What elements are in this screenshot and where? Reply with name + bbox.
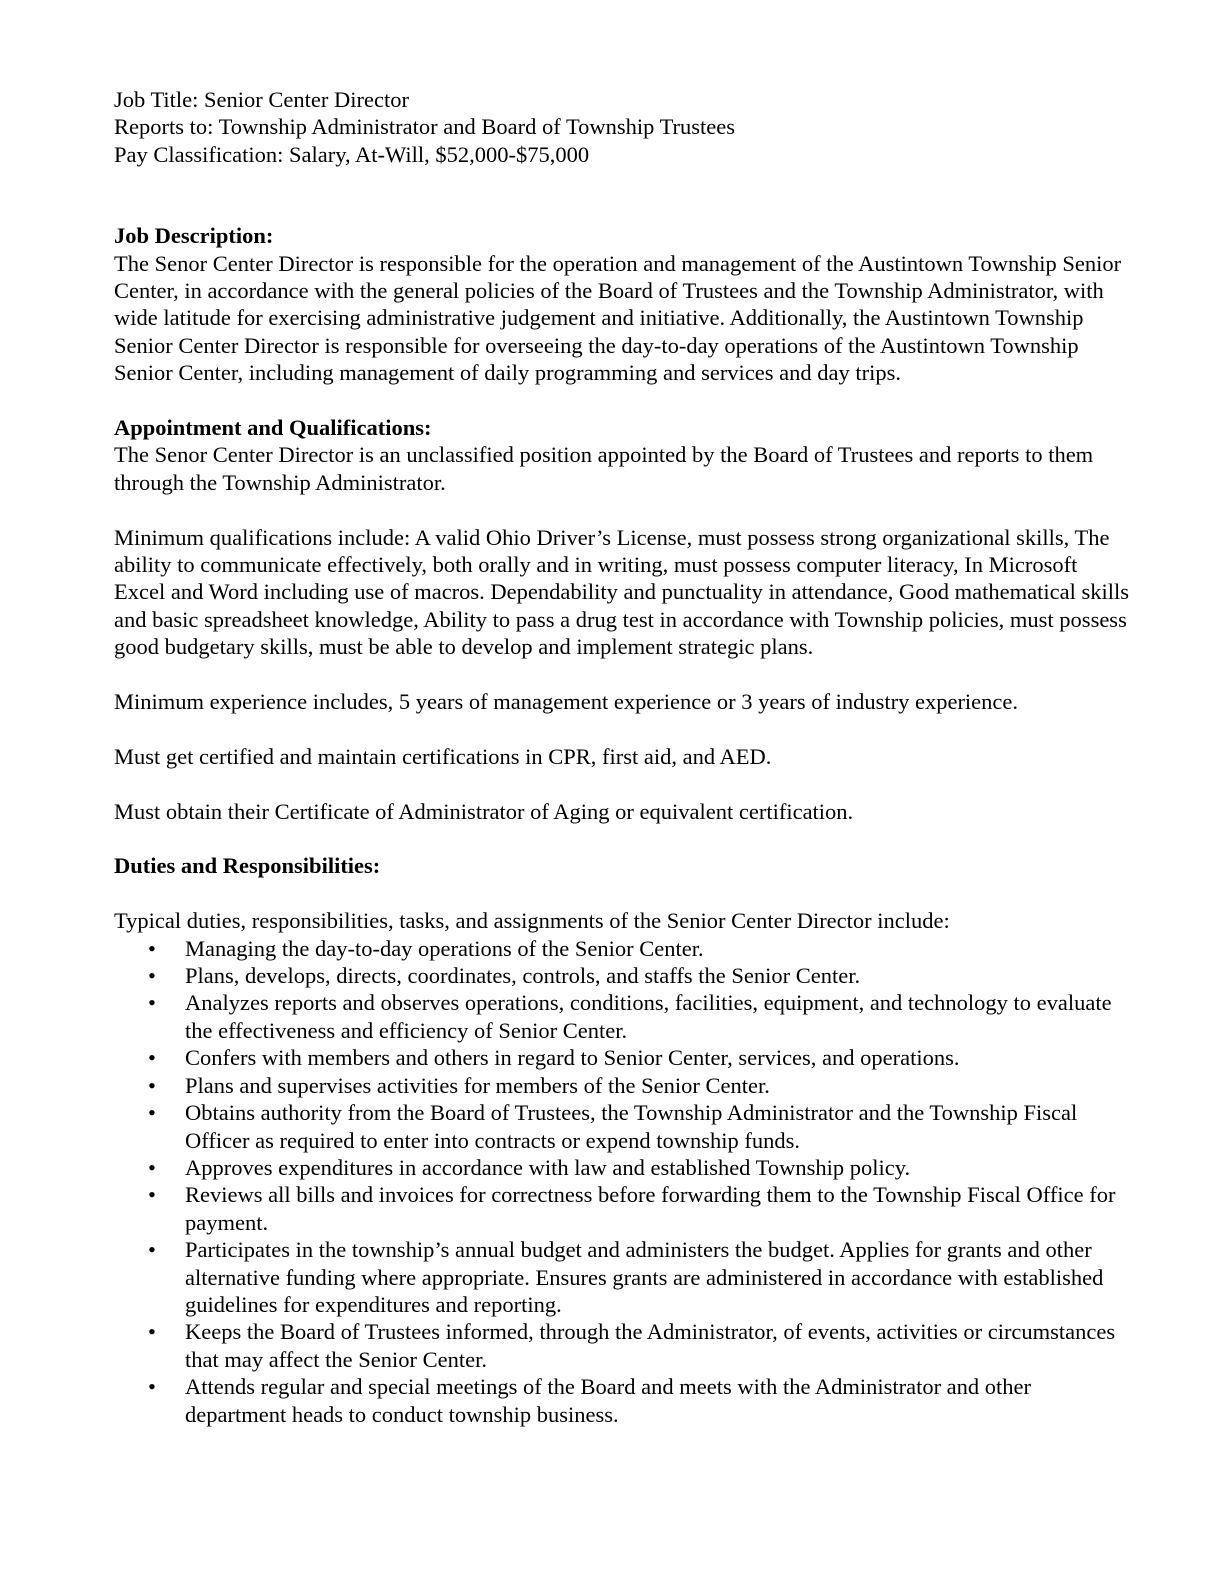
spacer	[114, 825, 1134, 852]
spacer	[114, 715, 1134, 742]
list-item	[114, 1072, 1134, 1099]
spacer	[114, 770, 1134, 797]
appointment-body: The Senor Center Director is an unclassified position appointed by the Board of Trustees and reports to them through the Township Administrator.	[114, 442, 1094, 495]
list-item	[114, 989, 1134, 1044]
list-item-text: Confers with members and others in regard to Senior Center, services, and operations.	[185, 1045, 960, 1071]
list-item-text: Attends regular and special meetings of the Board and meets with the Administrator and other department heads to conduct township business.	[185, 1374, 1032, 1427]
bullet-icon: •	[148, 1182, 156, 1208]
duties-intro: Typical duties, responsibilities, tasks, and assignments of the Senior Center Director include:	[114, 908, 950, 934]
bullet-icon: •	[148, 1072, 156, 1098]
list-item	[114, 1044, 1134, 1071]
list-item	[114, 1318, 1134, 1373]
spacer	[114, 880, 1134, 907]
list-item-text: Keeps the Board of Trustees informed, through the Administrator, of events, activities or circumstances that may affect the Senior Center.	[185, 1319, 1116, 1372]
duties-heading: Duties and Responsibilities:	[114, 853, 381, 879]
list-item-text: Plans and supervises activities for members of the Senior Center.	[185, 1072, 770, 1098]
list-item	[114, 1154, 1134, 1181]
list-item	[114, 1099, 1134, 1154]
appointment-heading: Appointment and Qualifications:	[114, 415, 432, 441]
appointment-section	[114, 414, 1134, 825]
list-item-text: Analyzes reports and observes operations, conditions, facilities, equipment, and technology to evaluate the effectiveness and efficiency of Senior Center.	[185, 990, 1112, 1043]
list-item-text: Plans, develops, directs, coordinates, controls, and staffs the Senior Center.	[185, 963, 861, 989]
job-description-body: The Senor Center Director is responsible for the operation and management of the Austintown Township Senior Center, in accordance with the general policies of the Board of Trustees and the Township Administrator, with wide latitude for exercising administrative judgement and initiative. Additionally, the Austintown Township Senior Center Director is responsible for overseeing the day-to-day operations of the Austintown Township Senior Center, including management of daily programming and services and day trips.	[114, 250, 1122, 386]
bullet-icon: •	[148, 1045, 156, 1071]
aging-certificate-requirement: Must obtain their Certificate of Administrator of Aging or equivalent certification.	[114, 798, 854, 824]
certifications-requirement: Must get certified and maintain certifications in CPR, first aid, and AED.	[114, 743, 772, 769]
list-item-text: Managing the day-to-day operations of the Senior Center.	[185, 935, 704, 961]
spacer	[114, 387, 1134, 414]
bullet-icon: •	[148, 1374, 156, 1400]
pay-classification: Pay Classification: Salary, At-Will, $52,000-$75,000	[114, 141, 590, 167]
bullet-icon: •	[148, 990, 156, 1016]
duties-section	[114, 852, 1134, 1428]
list-item-text: Reviews all bills and invoices for correctness before forwarding them to the Township Fiscal Office for payment.	[185, 1182, 1116, 1235]
job-description-section	[114, 222, 1134, 386]
list-item	[114, 1373, 1134, 1428]
list-item	[114, 935, 1134, 962]
list-item-text: Approves expenditures in accordance with law and established Township policy.	[185, 1154, 911, 1180]
spacer	[114, 661, 1134, 688]
job-description-heading: Job Description:	[114, 223, 274, 249]
list-item-text: Obtains authority from the Board of Trustees, the Township Administrator and the Township Fiscal Officer as required to enter into contracts or expend township funds.	[185, 1100, 1078, 1153]
bullet-icon: •	[148, 1100, 156, 1126]
minimum-qualifications: Minimum qualifications include: A valid Ohio Driver’s License, must possess strong organizational skills, The ability to communicate effectively, both orally and in writing, must possess computer literacy, In Microsoft Excel and Word including use of macros. Dependability and punctuality in attendance, Good mathematical skills and basic spreadsheet knowledge, Ability to pass a drug test in accordance with Township policies, must possess good budgetary skills, must be able to develop and implement strategic plans.	[114, 524, 1129, 660]
job-title: Job Title: Senior Center Director	[114, 87, 409, 112]
list-item	[114, 962, 1134, 989]
list-item	[114, 1236, 1134, 1318]
bullet-icon: •	[148, 1154, 156, 1180]
document-page	[114, 86, 1134, 1428]
spacer	[114, 168, 1134, 222]
bullet-icon: •	[148, 935, 156, 961]
spacer	[114, 496, 1134, 523]
header-block	[114, 86, 1134, 168]
bullet-icon: •	[148, 1319, 156, 1345]
minimum-experience: Minimum experience includes, 5 years of management experience or 3 years of industry experience.	[114, 689, 1019, 715]
bullet-icon: •	[148, 1237, 156, 1263]
list-item-text: Participates in the township’s annual budget and administers the budget. Applies for grants and other alternative funding where appropriate. Ensures grants are administered in accordance with established guidelines for expenditures and reporting.	[185, 1237, 1104, 1317]
bullet-icon: •	[148, 963, 156, 989]
list-item	[114, 1181, 1134, 1236]
reports-to: Reports to: Township Administrator and Board of Township Trustees	[114, 114, 736, 140]
duties-list	[114, 935, 1134, 1428]
